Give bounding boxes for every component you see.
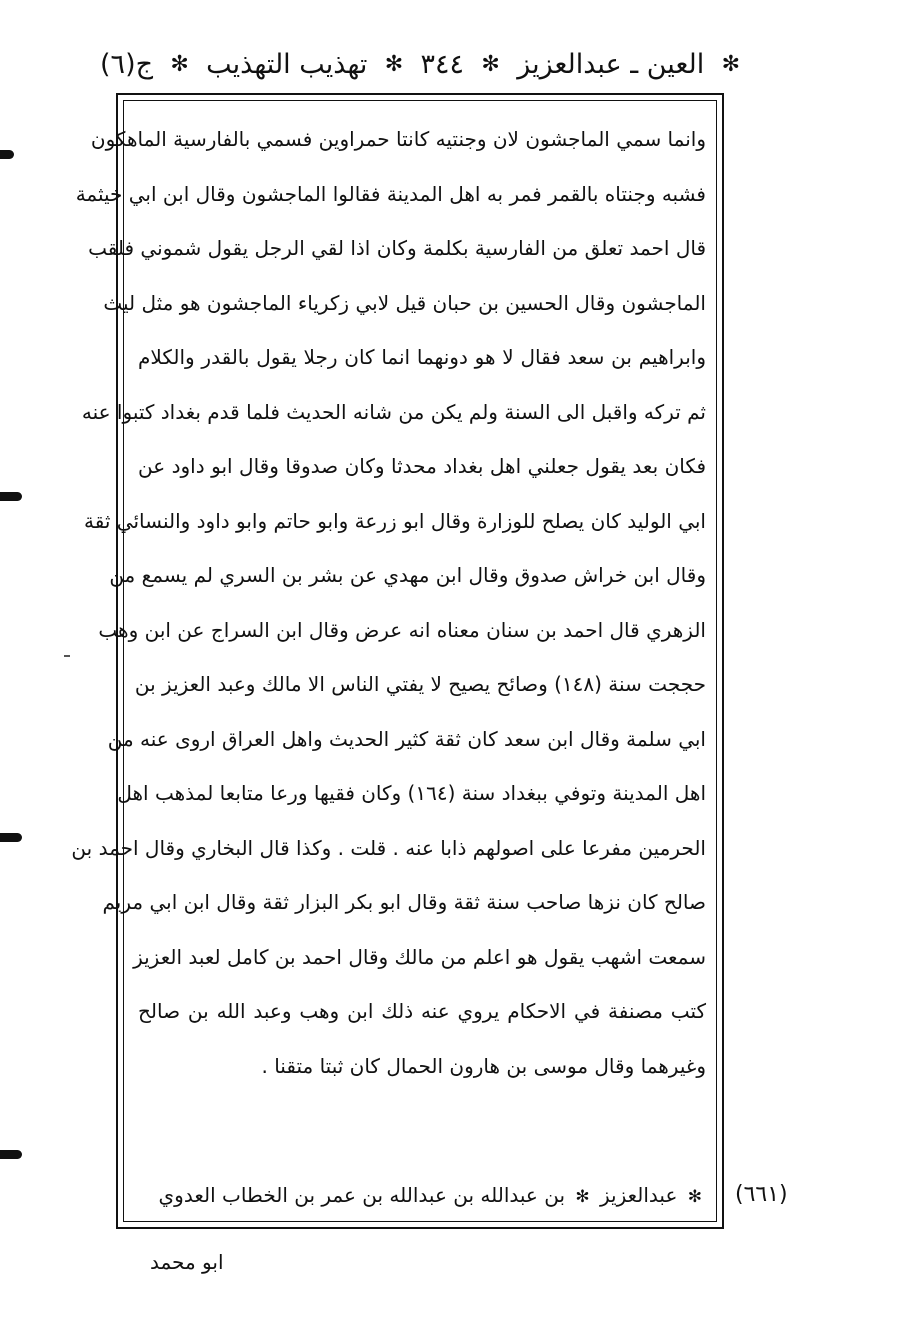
text-line: وابراهيم بن سعد فقال لا هو دونهما انما كان رجلا يقول بالقدر والكلام [138,345,706,369]
binding-mark [0,150,14,159]
text-line: وقال ابن خراش صدوق وقال ابن مهدي عن بشر بن السري لم يسمع من [109,563,706,587]
text-line: صالح كان نزها صاحب سنة ثقة وقال ابو بكر البزار ثقة وقال ابن ابي مريم [102,890,706,914]
entry-lineage: بن عبدالله بن عبدالله بن عمر بن الخطاب العدوي [158,1183,566,1207]
header-ornament: ✻ [170,51,189,77]
text-line: الماجشون وقال الحسين بن حبان قيل لابي زكرياء الماجشون هو مثل ليث [103,290,706,315]
text-line: ابي سلمة وقال ابن سعد كان ثقة كثير الحديث واهل العراق اروى عنه من [107,726,706,751]
entry-name: عبدالعزيز [599,1183,678,1207]
text-line: الزهري قال احمد بن سنان معناه انه عرض وقال ابن السراج عن ابن وهب [98,617,706,642]
header-ornament: ✻ [481,51,500,77]
entry-ornament: ✻ [687,1187,702,1207]
text-line: وغيرهما وقال موسى بن هارون الحمال كان ثبتا متقنا . [261,1053,706,1078]
text-line: حججت سنة (١٤٨) وصائح يصيح لا يفتي الناس الا مالك وعبد العزيز بن [134,672,706,696]
text-line: كتب مصنفة في الاحكام يروي عنه ذلك ابن وهب وعبد الله بن صالح [138,999,706,1023]
binding-mark [0,833,22,842]
text-line: فكان بعد يقول جعلني اهل بغداد محدثا وكان صدوقا وقال ابو داود عن [138,454,706,478]
stray-mark [64,655,70,657]
text-line: الحرمين مفرعا على اصولهم ذابا عنه . قلت . وكذا قال البخاري وقال احمد بن [71,835,706,860]
catchword: ابو محمد [150,1250,224,1274]
body-text [71,112,706,1093]
header-ornament: ✻ [384,51,404,77]
running-header [100,36,740,92]
binding-mark [0,1150,22,1159]
page-number: ٣٤٤ [420,48,465,80]
text-line: سمعت اشهب يقول هو اعلم من مالك وقال احمد بن كامل لعبد العزيز [133,944,706,969]
binding-mark [0,492,22,501]
header-ornament: ✻ [721,51,740,77]
text-line: ثم تركه واقبل الى السنة ولم يكن من شانه الحديث فلما قدم بغداد كتبوا عنه [81,399,706,424]
text-line: اهل المدينة وتوفي ببغداد سنة (١٦٤) وكان فقيها ورعا متابعا لمذهب اهل [117,781,706,805]
entry-heading [138,1170,706,1220]
text-line: ابي الوليد كان يصلح للوزارة وقال ابو زرعة وابو حاتم وابو داود والنسائي ثقة [84,508,706,533]
entry-number: (٦٦١) [735,1182,788,1207]
text-line: فشبه وجنتاه بالقمر فمر به اهل المدينة فقالوا الماجشون وقال ابن ابي خيثمة [75,181,706,206]
entry-ornament: ✻ [575,1187,590,1207]
text-line: قال احمد تعلق من الفارسية بكلمة وكان اذا لقي الرجل يقول شموني فلقب [88,236,706,260]
book-title: تهذيب التهذيب [206,48,368,80]
text-line: وانما سمي الماجشون لان وجنتيه كانتا حمراوين فسمي بالفارسية الماهكون [90,127,706,151]
volume-label: ج(٦) [100,48,154,80]
section-label: العين ـ عبدالعزيز [517,48,705,80]
